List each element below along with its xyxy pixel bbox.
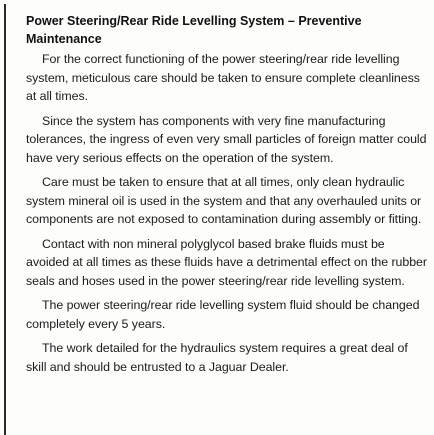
section-title: [26, 12, 430, 48]
section-title-line-2: Maintenance: [26, 32, 102, 46]
paragraph-jaguar-dealer: The work detailed for the hydraulics system requires a great deal of skill and should be entrusted to a Jaguar Dealer.: [26, 341, 408, 374]
paragraph-cleanliness: For the correct functioning of the power steering/rear ride levelling system, meticulous care should be taken to ensure complete cleanliness at all times.: [26, 52, 420, 103]
document-content: [26, 12, 430, 382]
paragraph-brake-fluids: Contact with non mineral polyglycol based brake fluids must be avoided at all times as these fluids have a detrimental effect on the rubber seals and hoses used in the power steering/rear ride levelling system.: [26, 236, 427, 288]
paragraph-tolerances: Since the system has components with very fine manufacturing tolerances, the ingress of even very small particles of foreign matter could have very serious effects on the operation of the system.: [26, 113, 427, 165]
section-title-line-1: Power Steering/Rear Ride Levelling System – Preventive: [26, 14, 362, 28]
left-margin-rule: [4, 4, 6, 435]
paragraph-mineral-oil: Care must be taken to ensure that at all times, only clean hydraulic system mineral oil is used in the system and that any overhauled units or components are not exposed to contamination during assembly or fitting.: [26, 175, 422, 226]
paragraph-fluid-change: The power steering/rear ride levelling system fluid should be changed completely every 5 years.: [26, 298, 420, 331]
